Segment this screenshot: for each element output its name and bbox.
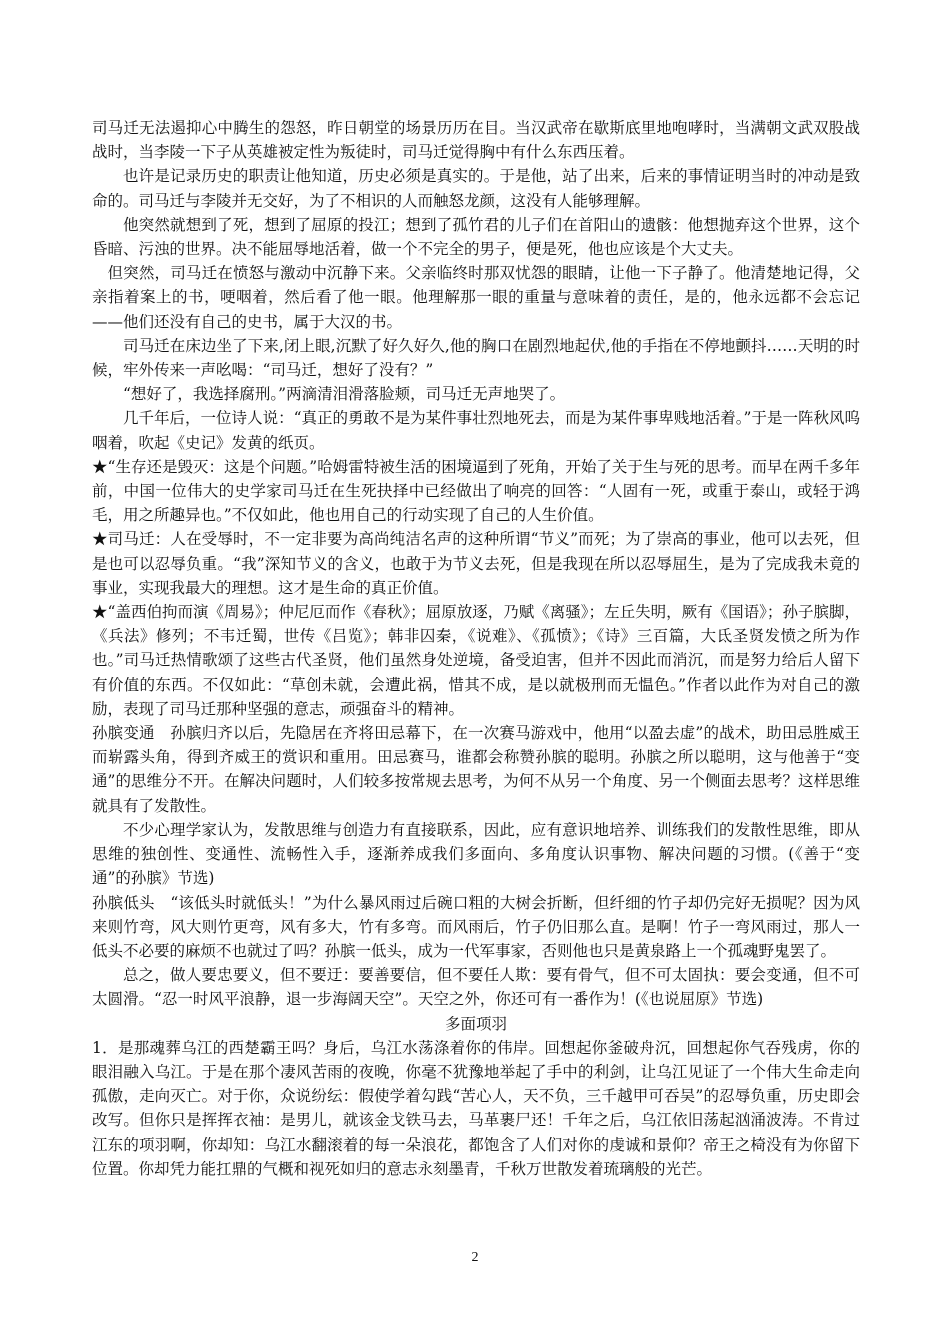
paragraph-5: 司马迁在床边坐了下来,闭上眼,沉默了好久好久,他的胸口在剧烈地起伏,他的手指在不停地颤抖……天明的时候，牢外传来一声吆喝：“司马迁，想好了没有？” (92, 336, 860, 380)
paragraph-2: 也许是记录历史的职责让他知道，历史必须是真实的。于是他，站了出来，后来的事情证明当时的冲动是致命的。司马迁与李陵并无交好，为了不相识的人而触怒龙颜，这没有人能够理解。 (92, 167, 860, 210)
document-body (92, 116, 860, 1181)
paragraph-9: ★司马迁：人在受辱时，不一定非要为高尚纯洁名声的这种所谓“节义”而死；为了崇高的事业，他可以去死，但是也可以忍辱负重。“我”深知节义的含义，也敢于为节义去死，但是我现在所以忍辱屈生，是为了完成我未竟的事业，实现我最大的理想。这才是生命的真正价值。 (92, 530, 860, 597)
paragraph-14: 总之，做人要忠要义，但不要迂：要善要信，但不要任人欺：要有骨气，但不可太固执：要会变通，但不可太圆滑。“忍一时风平浪静，退一步海阔天空”。天空之外，你还可有一番作为！(《也说屈原》节选) (92, 966, 860, 1009)
paragraph-3: 他突然就想到了死，想到了屈原的投江；想到了孤竹君的儿子们在首阳山的遗骸：他想抛弃这个世界，这个昏暗、污浊的世界。决不能屈辱地活着，做一个不完全的男子，便是死，他也应该是个大丈夫。 (92, 215, 860, 259)
paragraph-12: 不少心理学家认为，发散思维与创造力有直接联系，因此，应有意识地培养、训练我们的发散性思维，即从思维的独创性、变通性、流畅性入手，逐渐养成我们多面向、多角度认识事物、解决问题的习惯。(《善于“变通”的孙膑》节选) (92, 820, 860, 888)
paragraph-7: 几千年后，一位诗人说：“真正的勇敢不是为某件事壮烈地死去，而是为某件事卑贱地活着。”于是一阵秋风呜咽着，吹起《史记》发黄的纸页。 (92, 409, 860, 452)
paragraph-10: ★“盖西伯拘而演《周易》；仲尼厄而作《春秋》；屈原放逐，乃赋《离骚》；左丘失明，厥有《国语》；孙子膑脚，《兵法》修列；不韦迁蜀，世传《吕览》；韩非囚秦，《说难》、《孤愤》；《诗》三百篇，大氐圣贤发愤之所为作也。”司马迁热情歌颂了这些古代圣贤，他们虽然身处逆境，备受迫害，但并不因此而消沉，而是努力给后人留下有价值的东西。不仅如此：“草创未就，会遭此祸，惜其不成，是以就极刑而无愠色。”作者以此作为对自己的激励，表现了司马迁那种坚强的意志，顽强奋斗的精神。 (92, 603, 860, 718)
paragraph-15: 1．是那魂葬乌江的西楚霸王吗？身后，乌江水荡涤着你的伟岸。回想起你釜破舟沉，回想起你气吞残虏，你的眼泪融入乌江。于是在那个凄风苦雨的夜晚，你毫不犹豫地举起了手中的利剑，让乌江见证了一个伟大生命走向孤傲，走向灭亡。对于你，众说纷纭：假使学着勾践“苦心人，天不负，三千越甲可吞吴”的忍辱负重，历史即会改写。但你只是挥挥衣袖：是男儿，就该金戈铁马去，马革裹尸还！千年之后，乌江依旧荡起汹涌波涛。不肯过江东的项羽啊，你却知：乌江水翻滚着的每一朵浪花，都饱含了人们对你的虔诚和景仰？帝王之椅没有为你留下位置。你却凭力能扛鼎的气概和视死如归的意志永刻墨青，千秋万世散发着琉璃般的光芒。 (92, 1038, 860, 1178)
paragraph-1: 司马迁无法遏抑心中腾生的怨怒，昨日朝堂的场景历历在目。当汉武帝在歇斯底里地咆哮时，当满朝文武双股战战时，当李陵一下子从英雄被定性为叛徒时，司马迁觉得胸中有什么东西压着。 (92, 119, 860, 162)
section-heading: 多面项羽 (444, 1014, 507, 1033)
paragraph-13: 孙膑低头 “该低头时就低头！”为什么暴风雨过后碗口粗的大树会折断，但纤细的竹子却仍完好无损呢？因为风来则竹弯，风大则竹更弯，风有多大，竹有多弯。而风雨后，竹子仍旧那么直。是啊！竹子一弯风雨过，那人一低头不必要的麻烦不也就过了吗？孙膑一低头，成为一代军事家，否则他也只是黄泉路上一个孤魂野鬼罢了。 (92, 893, 860, 960)
page-number: 2 (471, 1250, 479, 1265)
paragraph-11: 孙膑变通 孙膑归齐以后，先隐居在齐将田忌幕下，在一次赛马游戏中，他用“以盈去虚”的战术，助田忌胜威王而崭露头角，得到齐威王的赏识和重用。田忌赛马，谁都会称赞孙膑的聪明。孙膑之所以聪明，这与他善于“变通”的思维分不开。在解决问题时，人们较多按常规去思考，为何不从另一个角度、另一个侧面去思考？这样思维就具有了发散性。 (92, 724, 860, 815)
paragraph-6: “想好了，我选择腐刑。”两滴清泪滑落脸颊，司马迁无声地哭了。 (123, 385, 566, 404)
paragraph-4: 但突然，司马迁在愤怒与激动中沉静下来。父亲临终时那双忧怨的眼睛，让他一下子静了。他清楚地记得，父亲指着案上的书，哽咽着，然后看了他一眼。他理解那一眼的重量与意味着的责任，是的，他永远都不会忘记——他们还没有自己的史书，属于大汉的书。 (92, 264, 860, 331)
paragraph-8: ★“生存还是毁灭：这是个问题。”哈姆雷特被生活的困境逼到了死角，开始了关于生与死的思考。而早在两千多年前，中国一位伟大的史学家司马迁在生死抉择中已经做出了响亮的回答：“人固有一死，或重于泰山，或轻于鸿毛，用之所趣异也。”不仅如此，他也用自己的行动实现了自己的人生价值。 (92, 457, 860, 525)
